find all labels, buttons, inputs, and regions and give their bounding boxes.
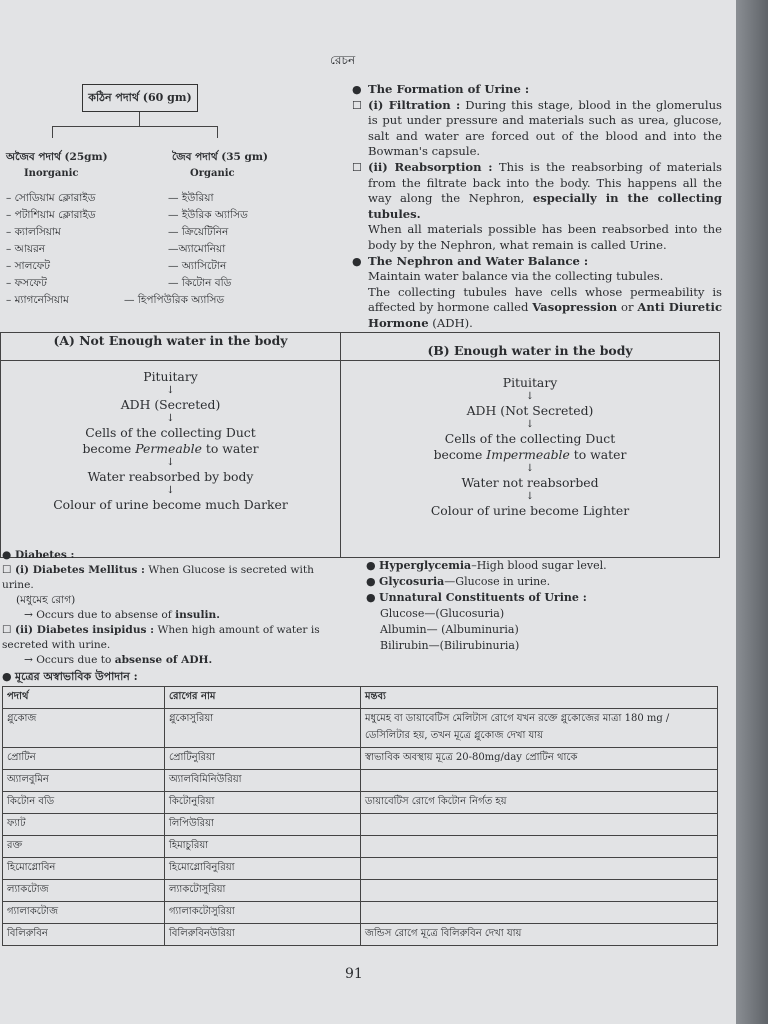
table-cell: ডায়াবেটিস রোগে কিটোন নির্গত হয় xyxy=(361,792,718,814)
column-header: (B) Enough water in the body xyxy=(341,333,720,361)
arrow-down-icon: ↓ xyxy=(525,491,535,502)
table-row xyxy=(3,836,718,858)
table-cell xyxy=(361,770,718,792)
table-cell: ফ্যাট xyxy=(3,814,165,836)
table-row xyxy=(3,880,718,902)
table-cell xyxy=(361,814,718,836)
table-cell: অ্যালবুমিন xyxy=(3,770,165,792)
list-item: — অ্যাসিটোন xyxy=(168,260,227,272)
table-cell: ল্যাকটোসুরিয়া xyxy=(165,880,361,902)
list-item: – সোডিয়াম ক্লোরাইড xyxy=(6,192,96,204)
table-cell: রক্ত xyxy=(3,836,165,858)
abnormal-constituents-table xyxy=(2,686,718,946)
table-row xyxy=(3,858,718,880)
section-title: The Formation of Urine : xyxy=(368,82,530,96)
organic-heading: জৈব পদার্থ (35 gm) xyxy=(172,151,268,163)
list-item: — হিপপিউরিক অ্যাসিড xyxy=(124,294,225,306)
urine-formation-section xyxy=(352,82,722,332)
tree-connector xyxy=(52,126,53,138)
diabetes-section: ● Diabetes : ☐ (i) Diabetes Mellitus : When Glucose is secreted with urine. (মধুমেহ রোগ) → Occurs due to absense of insulin. ☐ (ii) Diabetes insipidus : When high amount of water is secreted with urine. → Occurs due to absense of ADH. xyxy=(2,549,320,666)
tree-connector xyxy=(52,126,218,127)
checkbox-bullet-icon: ☐ xyxy=(352,160,362,174)
checkbox-bullet-icon: ☐ xyxy=(352,98,362,112)
filtration-paragraph: (i) Filtration : During this stage, blood in the glomerulus is put under pressure and materials such as urea, glucose, salt and water are forced out of the blood and into the Bowman's capsule. xyxy=(368,97,723,159)
table-cell: জন্ডিস রোগে মূত্রে বিলিরুবিন দেখা যায় xyxy=(361,924,718,946)
arrow-down-icon: ↓ xyxy=(166,485,175,496)
column-header: রোগের নাম xyxy=(165,687,361,709)
flow-cell-not-enough: Pituitary ↓ ADH (Secreted) ↓ Cells of the collecting Duct become Permeable to water ↓ Water reabsorbed by body ↓ Colour of urine become much Darker xyxy=(1,361,341,558)
bullet-icon: ● xyxy=(352,83,362,96)
abnormal-constituents-title: ● মূত্রের অস্বাভাবিক উপাদান : xyxy=(2,670,138,683)
table-cell: কিটোনুরিয়া xyxy=(165,792,361,814)
inorganic-list xyxy=(6,190,96,309)
running-header: রেচন xyxy=(330,53,356,67)
list-item: – ম্যাগনেসিয়াম xyxy=(6,294,69,306)
table-cell xyxy=(361,836,718,858)
list-item: —অ্যামোনিয়া xyxy=(168,243,226,255)
table-row xyxy=(3,814,718,836)
inorganic-heading: অজৈব পদার্থ (25gm) xyxy=(6,151,108,163)
table-cell: গ্লুকোজ xyxy=(3,709,165,748)
table-cell: গ্লুকোসুরিয়া xyxy=(165,709,361,748)
table-cell: অ্যালবিমিনিউরিয়া xyxy=(165,770,361,792)
bullet-icon: ● xyxy=(366,575,376,588)
checkbox-bullet-icon: ☐ xyxy=(2,624,12,636)
inorganic-label: Inorganic xyxy=(24,168,79,179)
bullet-icon: ● xyxy=(366,559,376,572)
bullet-icon: ● xyxy=(352,254,362,268)
list-item: — ইউরিয়া xyxy=(168,192,214,204)
reabsorption-paragraph: (ii) Reabsorption : This is the reabsorbing of materials from the filtrate back into the body. This happens all the way along the Nephron, especially in the collecting tubules. When all materials possible has been reabsorbed into the body by the Nephron, what remain is called Urine. xyxy=(368,159,723,252)
table-row xyxy=(3,709,718,748)
table-cell: ল্যাকটোজ xyxy=(3,880,165,902)
arrow-down-icon: ↓ xyxy=(525,463,535,474)
tree-connector xyxy=(139,112,140,126)
bullet-icon: ● xyxy=(2,549,12,561)
list-item: Bilirubin—(Bilirubinuria) xyxy=(380,639,520,652)
nephron-paragraph: The Nephron and Water Balance : Maintain water balance via the collecting tubules. The collecting tubules have cells whose permeability is affected by hormone called Vasopression or Anti Diuretic Hormone (ADH). xyxy=(368,253,723,330)
table-cell: মধুমেহ বা ডায়াবেটিস মেলিটাস রোগে যখন রক্তে গ্লুকোজের মাত্রা 180 mg / ডেসিলিটার হয়, তখন মূত্রে গ্লুকোজ দেখা যায় xyxy=(361,709,718,748)
table-cell: হিমোগ্লোবিনুরিয়া xyxy=(165,858,361,880)
table-header-row xyxy=(3,687,718,709)
checkbox-bullet-icon: ☐ xyxy=(2,564,12,576)
list-item: – সালফেট xyxy=(6,260,51,272)
table-cell: প্রোটিনুরিয়া xyxy=(165,748,361,770)
arrow-down-icon: ↓ xyxy=(166,413,175,424)
list-item: Glucose—(Glucosuria) xyxy=(380,607,505,620)
solids-root-box: কঠিন পদার্থ (60 gm) xyxy=(82,84,198,112)
arrow-down-icon: ↓ xyxy=(166,385,175,396)
tree-connector xyxy=(217,126,218,138)
column-header: পদার্থ xyxy=(3,687,165,709)
list-item: – ফসফেট xyxy=(6,277,47,289)
list-item: – আয়রন xyxy=(6,243,46,255)
urine-constituents-section: ● Hyperglycemia–High blood sugar level. ● Glycosuria—Glucose in urine. ● Unnatural Constituents of Urine : Glucose—(Glucosuria) Albumin— (Albuminuria) Bilirubin—(Bilirubinuria) xyxy=(366,558,716,654)
arrow-down-icon: ↓ xyxy=(525,419,535,430)
table-cell: কিটোন বডি xyxy=(3,792,165,814)
bullet-icon: ● xyxy=(2,670,12,683)
column-header: মন্তব্য xyxy=(361,687,718,709)
organic-label: Organic xyxy=(190,168,235,179)
arrow-down-icon: ↓ xyxy=(525,391,535,402)
table-cell xyxy=(361,858,718,880)
list-item: — ইউরিক অ্যাসিড xyxy=(168,209,248,221)
page-number: 91 xyxy=(345,966,363,982)
list-item: – ক্যালসিয়াম xyxy=(6,226,61,238)
flow-cell-enough: Pituitary ↓ ADH (Not Secreted) ↓ Cells of the collecting Duct become Impermeable to water ↓ Water not reabsorbed ↓ Colour of urine become Lighter xyxy=(341,361,720,558)
table-cell: গ্যালাকটোসুরিয়া xyxy=(165,902,361,924)
page-shadow-edge xyxy=(736,0,768,1024)
table-cell xyxy=(361,880,718,902)
table-cell xyxy=(361,902,718,924)
column-header: (A) Not Enough water in the body xyxy=(1,333,341,361)
table-row xyxy=(3,924,718,946)
table-cell: বিলিরুবিনউরিয়া xyxy=(165,924,361,946)
table-cell: বিলিরুবিন xyxy=(3,924,165,946)
water-balance-table xyxy=(0,332,720,558)
table-row xyxy=(3,902,718,924)
organic-list xyxy=(124,190,248,309)
table-cell: হিমাচুরিয়া xyxy=(165,836,361,858)
table-cell: স্বাভাবিক অবস্থায় মূত্রে 20-80mg/day প্রোটিন থাকে xyxy=(361,748,718,770)
table-row xyxy=(3,770,718,792)
bullet-icon: ● xyxy=(366,591,376,604)
arrow-down-icon: ↓ xyxy=(166,457,175,468)
table-row xyxy=(3,792,718,814)
list-item: — ক্রিয়েটিনিন xyxy=(168,226,229,238)
table-cell: হিমোগ্লোবিন xyxy=(3,858,165,880)
table-row xyxy=(3,748,718,770)
table-cell: গ্যালাকটোজ xyxy=(3,902,165,924)
table-cell: প্রোটিন xyxy=(3,748,165,770)
list-item: – পটাশিয়াম ক্লোরাইড xyxy=(6,209,96,221)
table-cell: লিপিউরিয়া xyxy=(165,814,361,836)
list-item: Albumin— (Albuminuria) xyxy=(380,623,519,636)
list-item: — কিটোন বডি xyxy=(168,277,232,289)
